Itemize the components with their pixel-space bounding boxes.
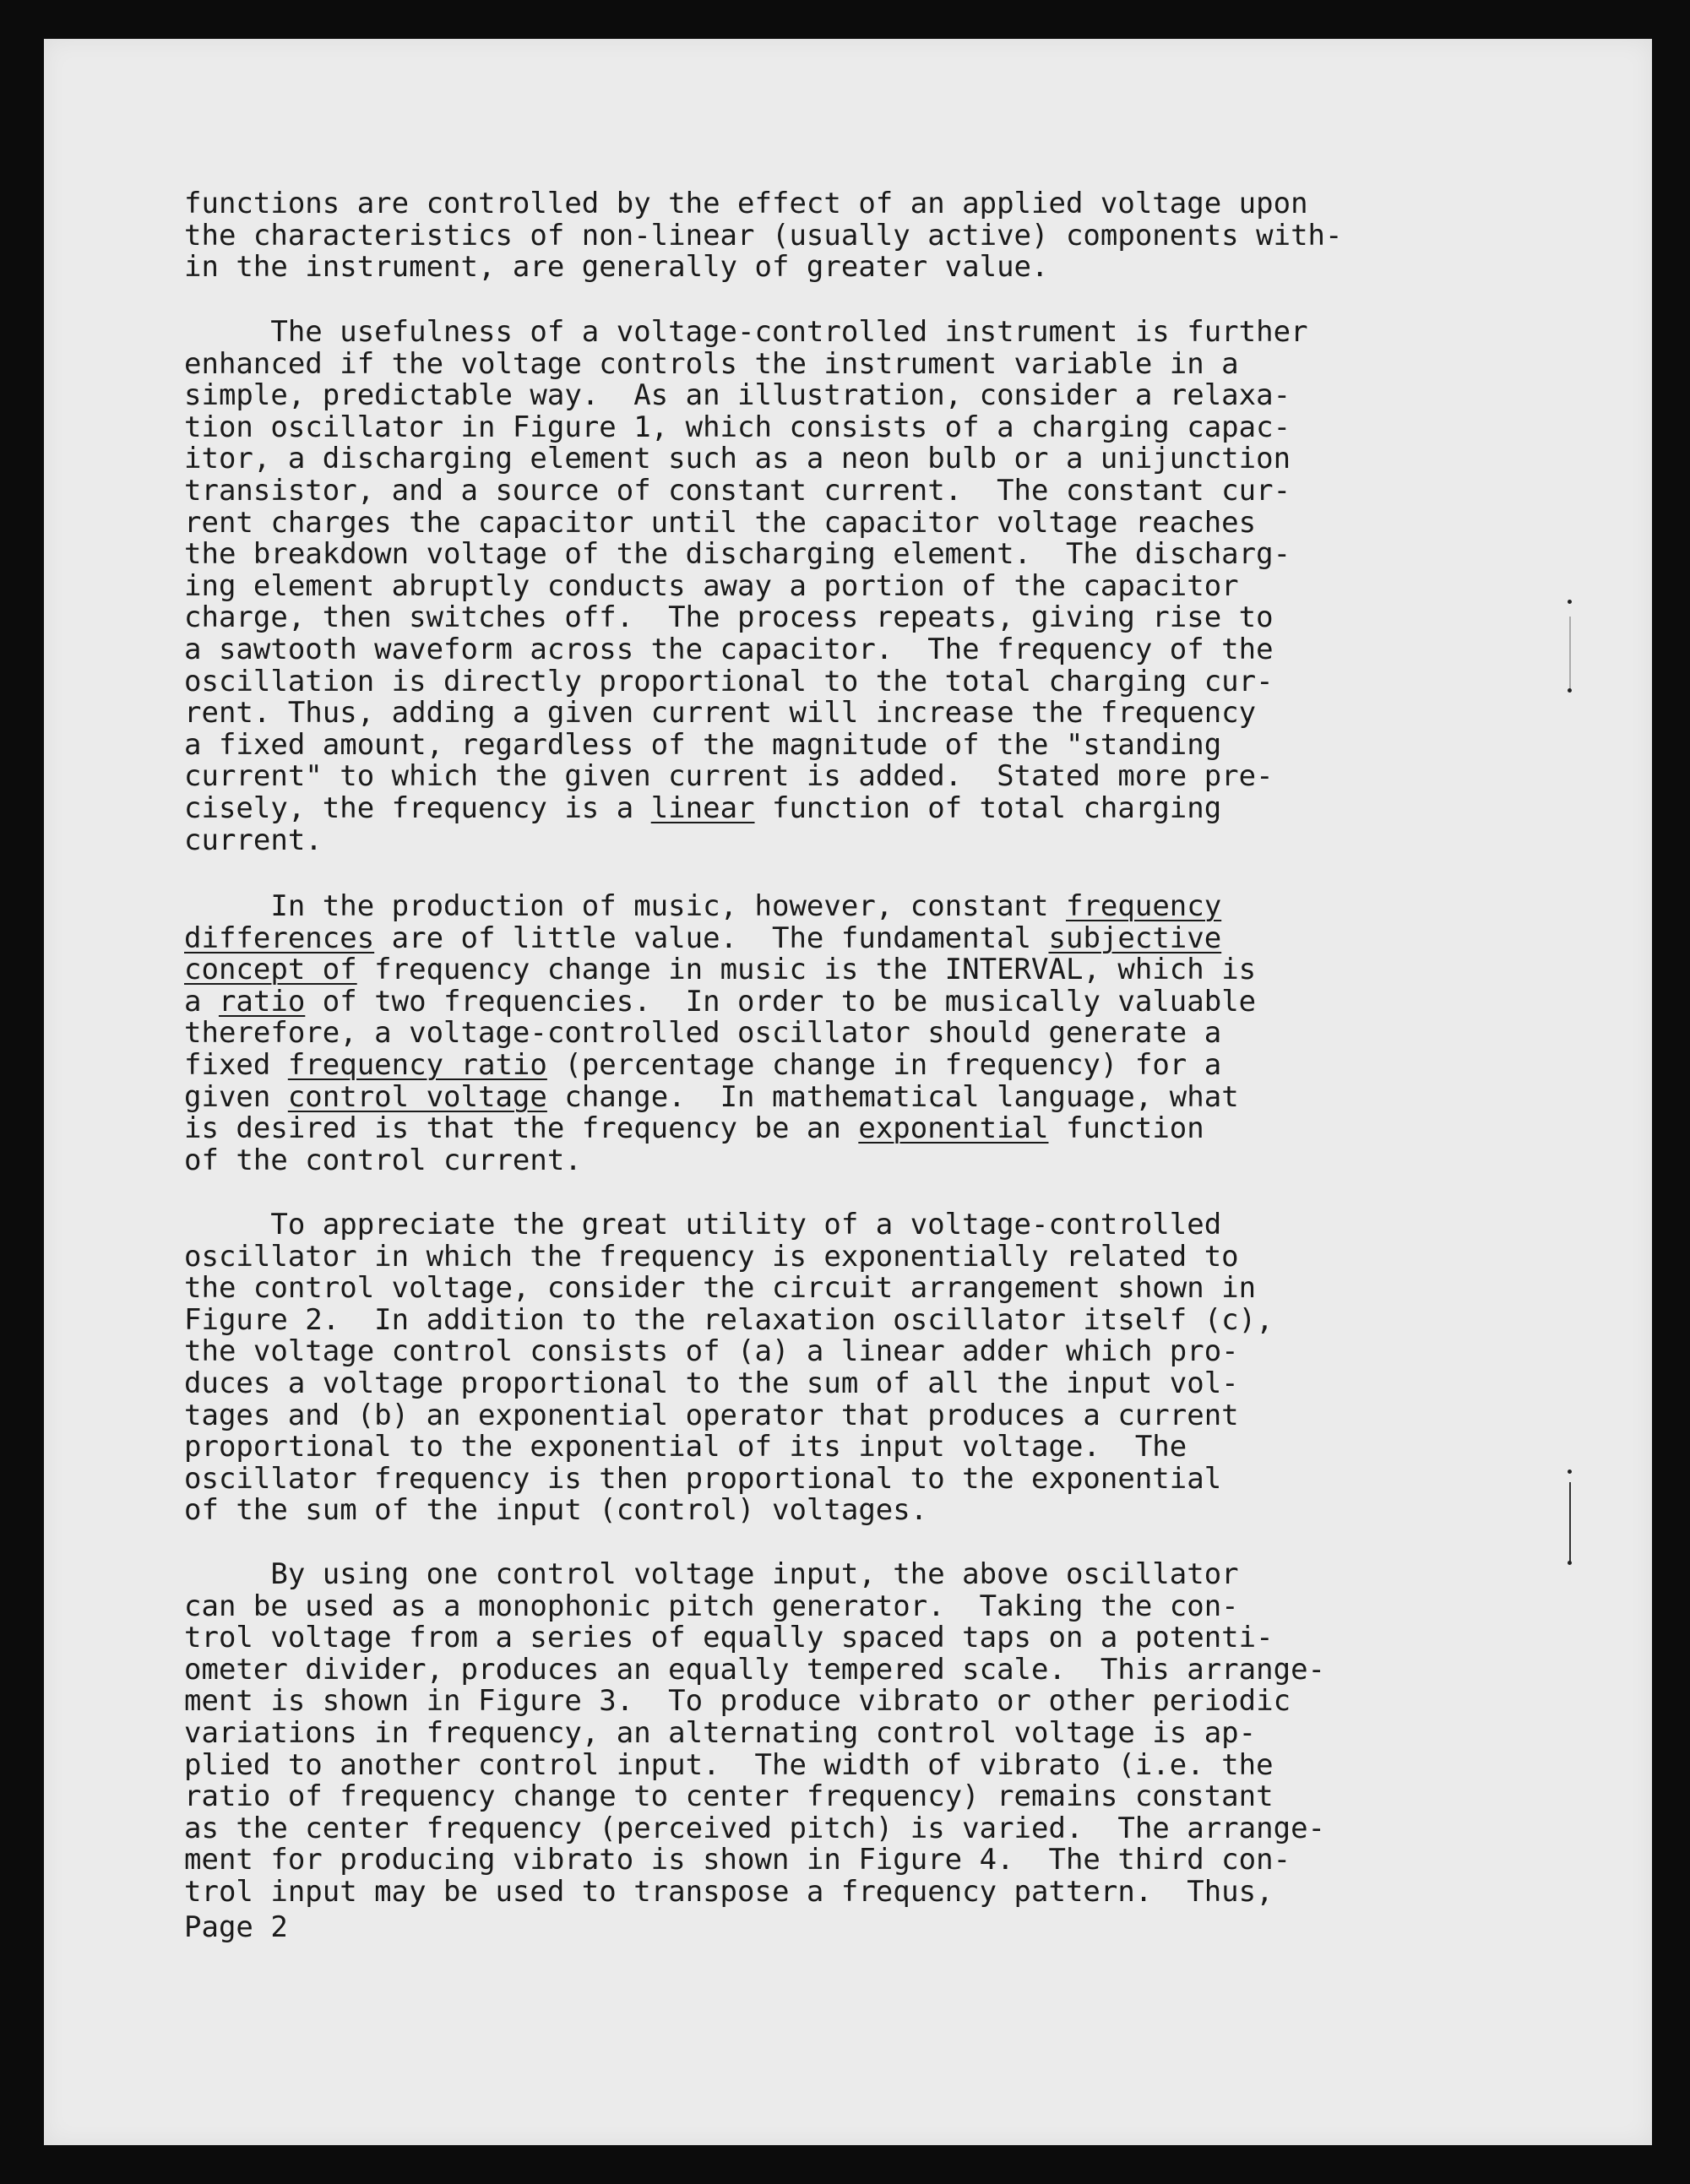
text-run: function of total charging: [754, 790, 1222, 825]
text-line: ment for producing vibrato is shown in Figure 4. The third con-: [184, 1843, 1291, 1877]
text-line: the characteristics of non-linear (usually active) components with-: [184, 218, 1343, 253]
margin-mark-dot: [1568, 1470, 1572, 1474]
underlined-term: exponential: [858, 1111, 1049, 1146]
paragraph-5: [184, 1559, 1468, 1909]
text-line: in the instrument, are generally of greater value.: [184, 250, 1049, 285]
text-line: oscillation is directly proportional to the total charging cur-: [184, 664, 1274, 698]
text-line: the breakdown voltage of the discharging element. The discharg-: [184, 537, 1291, 572]
text-line: functions are controlled by the effect of an applied voltage upon: [184, 187, 1308, 220]
text-line: rent charges the capacitor until the capacitor voltage reaches: [184, 505, 1257, 540]
text-line: tion oscillator in Figure 1, which consists of a charging capac-: [184, 410, 1291, 444]
margin-mark-dot: [1568, 600, 1572, 604]
text-line: a sawtooth waveform across the capacitor. The frequency of the: [184, 632, 1274, 666]
text-line: can be used as a monophonic pitch generator. Taking the con-: [184, 1589, 1239, 1623]
text-run: In the production of music, however, constant: [184, 889, 1066, 923]
text-line: trol voltage from a series of equally spaced taps on a potenti-: [184, 1621, 1274, 1655]
text-line: ing element abruptly conducts away a portion of the capacitor: [184, 568, 1239, 603]
text-run: (percentage change in frequency) for a: [546, 1047, 1222, 1082]
text-line: ratio of frequency change to center frequency) remains constant: [184, 1779, 1274, 1814]
text-line: the voltage control consists of (a) a linear adder which pro-: [184, 1334, 1239, 1369]
text-line: [184, 891, 1468, 923]
text-run: cisely, the frequency is a: [184, 790, 651, 825]
underlined-term: ratio: [218, 984, 306, 1019]
paragraph-3: [184, 891, 1468, 1176]
text-line: charge, then switches off. The process repeats, giving rise to: [184, 600, 1274, 635]
underlined-term: control voltage: [287, 1079, 547, 1114]
text-line: of the sum of the input (control) voltages.: [184, 1493, 928, 1528]
text-line: proportional to the exponential of its input voltage. The: [184, 1430, 1187, 1464]
margin-mark-dot: [1568, 1561, 1572, 1565]
text-line: transistor, and a source of constant current. The constant cur-: [184, 473, 1291, 508]
text-line: Figure 2. In addition to the relaxation oscillator itself (c),: [184, 1302, 1274, 1337]
text-line: the control voltage, consider the circuit arrangement shown in: [184, 1271, 1257, 1306]
text-line: [184, 954, 1468, 986]
text-line: [184, 986, 1468, 1019]
text-run: of two frequencies. In order to be musically valuable: [305, 984, 1257, 1019]
text-line: By using one control voltage input, the above oscillator: [184, 1557, 1239, 1591]
underlined-term: frequency: [1065, 889, 1222, 923]
text-line: To appreciate the great utility of a voltage-controlled: [184, 1208, 1222, 1241]
text-line: [184, 1113, 1468, 1145]
paragraph-2: [184, 317, 1468, 856]
text-line: current.: [184, 823, 323, 857]
text-line: itor, a discharging element such as a neon bulb or a unijunction: [184, 442, 1291, 476]
text-line: current" to which the given current is added. Stated more pre-: [184, 759, 1274, 794]
text-line: therefore, a voltage-controlled oscillator should generate a: [184, 1016, 1222, 1051]
underlined-term: frequency ratio: [287, 1047, 547, 1082]
text-line: of the control current.: [184, 1143, 582, 1177]
text-line: The usefulness of a voltage-controlled instrument is further: [184, 315, 1308, 349]
margin-mark-dot: [1568, 688, 1572, 693]
text-line: enhanced if the voltage controls the instrument variable in a: [184, 346, 1239, 381]
margin-mark-line: [1569, 617, 1571, 693]
text-line: a fixed amount, regardless of the magnitude of the "standing: [184, 727, 1222, 762]
text-line: [184, 790, 1468, 825]
text-run: function: [1048, 1111, 1204, 1146]
text-run: is desired is that the frequency be an: [184, 1111, 859, 1146]
underlined-term: concept of: [184, 953, 357, 987]
text-line: as the center frequency (perceived pitch) is varied. The arrange-: [184, 1811, 1326, 1845]
text-run: change. In mathematical language, what: [546, 1079, 1239, 1114]
text-line: tages and (b) an exponential operator that produces a current: [184, 1398, 1239, 1432]
text-line: ment is shown in Figure 3. To produce vibrato or other periodic: [184, 1684, 1291, 1719]
text-line: oscillator frequency is then proportional to the exponential: [184, 1461, 1222, 1496]
text-line: plied to another control input. The width of vibrato (i.e. the: [184, 1747, 1274, 1782]
paragraph-1: [184, 188, 1468, 284]
text-line: simple, predictable way. As an illustration, consider a relaxa-: [184, 378, 1291, 413]
underlined-term: differences: [184, 921, 375, 955]
text-line: duces a voltage proportional to the sum of all the input vol-: [184, 1366, 1239, 1400]
text-run: a: [184, 984, 219, 1019]
text-line: trol input may be used to transpose a frequency pattern. Thus,: [184, 1874, 1274, 1909]
text-line: variations in frequency, an alternating control voltage is ap-: [184, 1715, 1257, 1750]
text-run: frequency change in music is the INTERVAL, which is: [356, 953, 1257, 987]
page-number: Page 2: [184, 1910, 288, 1944]
text-run: fixed: [184, 1047, 288, 1082]
margin-mark-line: [1569, 1482, 1571, 1562]
text-run: given: [184, 1079, 288, 1114]
text-line: rent. Thus, adding a given current will increase the frequency: [184, 696, 1257, 731]
text-run: are of little value. The fundamental: [374, 921, 1049, 955]
text-line: [184, 1047, 1468, 1082]
underlined-term-linear: linear: [650, 790, 755, 825]
paragraph-4: [184, 1209, 1468, 1527]
underlined-term: subjective: [1048, 921, 1222, 955]
text-line: oscillator in which the frequency is exponentially related to: [184, 1239, 1239, 1274]
text-line: [184, 923, 1468, 955]
text-line: ometer divider, produces an equally tempered scale. This arrange-: [184, 1652, 1326, 1687]
text-line: [184, 1079, 1468, 1114]
